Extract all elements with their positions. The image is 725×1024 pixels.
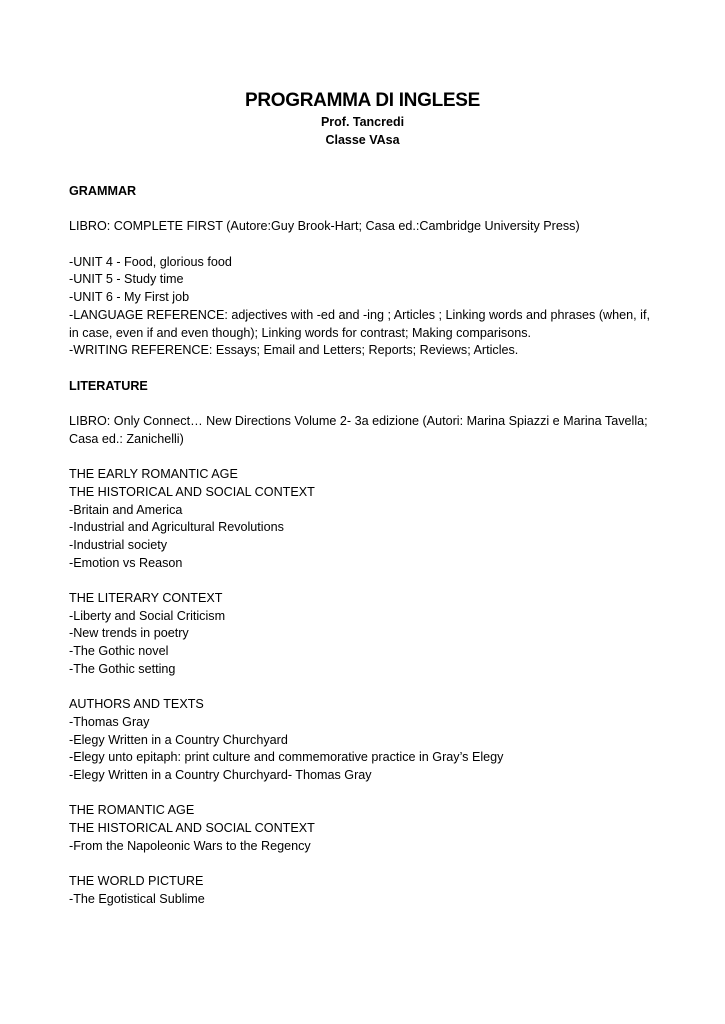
grammar-item: -UNIT 5 - Study time [69, 272, 184, 287]
list-item: -Thomas Gray [69, 714, 150, 729]
section-heading: THE WORLD PICTURE [69, 874, 204, 889]
spacer [69, 572, 659, 590]
list-item: -Elegy Written in a Country Churchyard [69, 732, 288, 747]
spacer [69, 448, 659, 466]
grammar-heading: GRAMMAR [69, 184, 137, 198]
language-reference: -LANGUAGE REFERENCE: adjectives with -ed and -ing ; Articles ; Linking words and phrases (when, if, in case, even if and even though); Linking words for contrast; Making comparisons. [69, 307, 650, 340]
list-item: -The Egotistical Sublime [69, 891, 205, 906]
list-item: -New trends in poetry [69, 626, 189, 641]
spacer [69, 856, 659, 874]
grammar-item: -UNIT 6 - My First job [69, 290, 190, 305]
document-title: PROGRAMMA DI INGLESE [244, 90, 481, 111]
section-heading: THE HISTORICAL AND SOCIAL CONTEXT [69, 821, 315, 836]
section-heading: THE EARLY ROMANTIC AGE [69, 467, 238, 482]
spacer [69, 395, 659, 413]
document-body [69, 183, 659, 909]
section-heading: THE ROMANTIC AGE [69, 803, 195, 818]
list-item: -Elegy unto epitaph: print culture and commemorative practice in Gray’s Elegy [69, 750, 504, 765]
document-header [0, 89, 725, 149]
list-item: -Elegy Written in a Country Churchyard- Thomas Gray [69, 768, 372, 783]
spacer [69, 236, 659, 254]
literature-book: LIBRO: Only Connect… New Directions Volume 2- 3a edizione (Autori: Marina Spiazzi e Marina Tavella; Casa ed.: Zanichelli) [69, 414, 648, 446]
class-name: Classe VAsa [325, 133, 400, 147]
list-item: -Britain and America [69, 502, 183, 517]
list-item: -The Gothic novel [69, 644, 169, 659]
section-heading: AUTHORS AND TEXTS [69, 697, 204, 712]
spacer [69, 679, 659, 697]
list-item: -Emotion vs Reason [69, 555, 183, 570]
writing-reference: -WRITING REFERENCE: Essays; Email and Letters; Reports; Reviews; Articles. [69, 343, 519, 358]
grammar-book: LIBRO: COMPLETE FIRST (Autore:Guy Brook-Hart; Casa ed.:Cambridge University Press) [69, 219, 580, 234]
list-item: -Liberty and Social Criticism [69, 608, 226, 623]
spacer [69, 201, 659, 219]
teacher-name: Prof. Tancredi [320, 115, 405, 129]
spacer [69, 785, 659, 803]
spacer [69, 360, 659, 378]
list-item: -Industrial and Agricultural Revolutions [69, 520, 284, 535]
list-item: -Industrial society [69, 537, 167, 552]
grammar-item: -UNIT 4 - Food, glorious food [69, 254, 232, 269]
section-heading: THE LITERARY CONTEXT [69, 591, 223, 606]
list-item: -From the Napoleonic Wars to the Regency [69, 838, 311, 853]
literature-heading: LITERATURE [69, 378, 148, 393]
section-heading: THE HISTORICAL AND SOCIAL CONTEXT [69, 484, 315, 499]
list-item: -The Gothic setting [69, 661, 176, 676]
